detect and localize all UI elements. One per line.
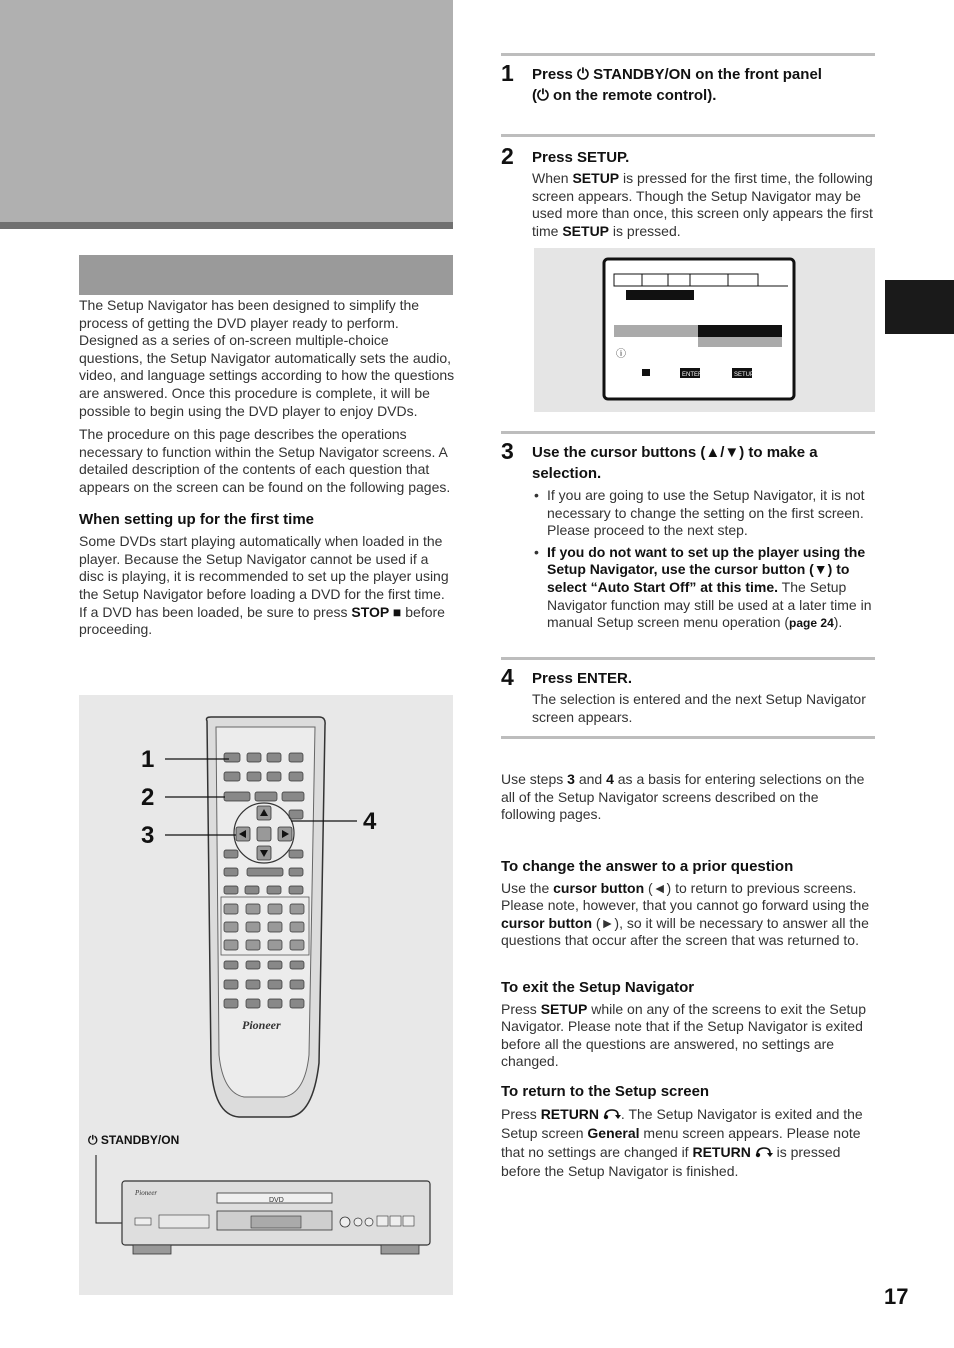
step-3 xyxy=(501,438,875,637)
step-4-rule xyxy=(501,657,875,660)
return-setup-section xyxy=(501,1083,875,1181)
section-title-bar xyxy=(79,255,453,295)
change-answer-text: Use the cursor button (◄) to return to previous screens. Please note, however, that you cannot go forward using the cursor button (►), so it will be necessary to answer all the questions that occur after the screen that was returned to. xyxy=(501,879,870,949)
screen-enter-label: ENTER xyxy=(682,372,703,378)
disc-tray-label: DVD xyxy=(269,1197,284,1204)
step-2-number: 2 xyxy=(501,143,514,169)
step-3-heading: Use the cursor buttons (▲/▼) to make a selection. xyxy=(532,444,818,482)
step-1-rule xyxy=(501,53,875,56)
setup-screen-illustration xyxy=(534,248,875,412)
step-2-body: When SETUP is pressed for the first time, the following screen appears. Though the Setup Navigator may be used more than once, this screen only appears the first time SETUP is pressed. xyxy=(532,170,873,239)
step-3-rule xyxy=(501,431,875,434)
exit-heading: To exit the Setup Navigator xyxy=(501,979,695,996)
step-1-heading: Press ⏻ STANDBY/ON on the front panel (⏻ on the remote control). xyxy=(532,66,822,104)
step-2-heading: Press SETUP. xyxy=(532,149,630,166)
exit-text: Press SETUP while on any of the screens to exit the Setup Navigator. Please note that if the Setup Navigator is exited before all the questions are answered, no settings are changed. xyxy=(501,1000,866,1070)
step-3-bullet-2: • If you do not want to set up the player using the Setup Navigator, use the cursor button (▼) to select “Auto Start Off” at this time. The Setup Navigator function may still be used at a later time in manual Setup screen menu operation (page 24). xyxy=(532,544,875,633)
step-3-bullets xyxy=(532,487,875,633)
return-icon xyxy=(603,1106,621,1118)
standby-on-label: ⏻ STANDBY/ON xyxy=(88,1133,180,1147)
change-answer-heading: To change the answer to a prior question xyxy=(501,858,794,875)
return-icon xyxy=(755,1144,773,1156)
remote-brand-logo: Pioneer xyxy=(242,1018,281,1032)
step-3-bullet-1: • If you are going to use the Setup Navigator, it is not necessary to change the setting on the first screen. Please proceed to the next step. xyxy=(532,487,875,540)
change-answer-section xyxy=(501,858,875,950)
first-time-heading: When setting up for the first time xyxy=(79,510,314,528)
left-column xyxy=(79,297,455,645)
header-gray-bar xyxy=(0,222,453,229)
intro-paragraph-2: The procedure on this page describes the operations necessary to function within the Setup Navigator screens. A detailed description of the contents of each question that appears on the screen can be found on the following pages. xyxy=(79,426,451,495)
first-time-paragraph: Some DVDs start playing automatically when loaded in the player. Because the Setup Navigator cannot be used if a disc is playing, it is recommended to set up the player using the Setup Navigator before loading a DVD for the first time. If a DVD has been loaded, be sure to press STOP ■ before proceeding. xyxy=(79,533,449,638)
page-number: 17 xyxy=(884,1284,909,1309)
step-4-body: The selection is entered and the next Setup Navigator screen appears. xyxy=(532,691,866,725)
callout-1: 1 xyxy=(141,746,155,773)
player-brand-logo: Pioneer xyxy=(135,1189,158,1197)
step-4-number: 4 xyxy=(501,664,514,690)
exit-section xyxy=(501,979,875,1071)
return-setup-text: Press RETURN . The Setup Navigator is exited and the Setup screen General menu screen appears. Please note that no settings are changed if RETURN is pressed before the Setup Navigator is finished. xyxy=(501,1105,863,1179)
callout-3: 3 xyxy=(141,822,155,849)
return-setup-heading: To return to the Setup screen xyxy=(501,1083,710,1100)
step-4-heading: Press ENTER. xyxy=(532,670,633,687)
step-end-rule xyxy=(501,736,875,739)
header-gray-block xyxy=(0,0,453,222)
step-1 xyxy=(501,60,875,106)
step-1-number: 1 xyxy=(501,60,514,86)
screen-setup-label: SETUP xyxy=(734,372,755,378)
intro-paragraph-1: The Setup Navigator has been designed to simplify the process of getting the DVD player ready to perform. Designed as a series of on-screen multiple-choice questions, the Setup Navigator automatically sets the audio, video, and language settings according to how the questions are answered. Once this procedure is complete, it will be possible to begin using the DVD player to enjoy DVDs. xyxy=(79,297,455,419)
callout-2: 2 xyxy=(141,784,155,811)
screen-down-arrow-icon xyxy=(642,369,650,376)
side-chapter-tab xyxy=(885,280,954,334)
screen-info-icon: ⓘ xyxy=(616,349,626,360)
step-3-number: 3 xyxy=(501,438,514,464)
step-2 xyxy=(501,143,875,240)
callout-4: 4 xyxy=(363,808,377,835)
step-2-rule xyxy=(501,134,875,137)
step-4 xyxy=(501,664,875,726)
use-steps-note: Use steps 3 and 4 as a basis for entering selections on the all of the Setup Navigator screens described on the following pages. xyxy=(501,771,865,823)
remote-player-illustration xyxy=(79,695,453,1295)
